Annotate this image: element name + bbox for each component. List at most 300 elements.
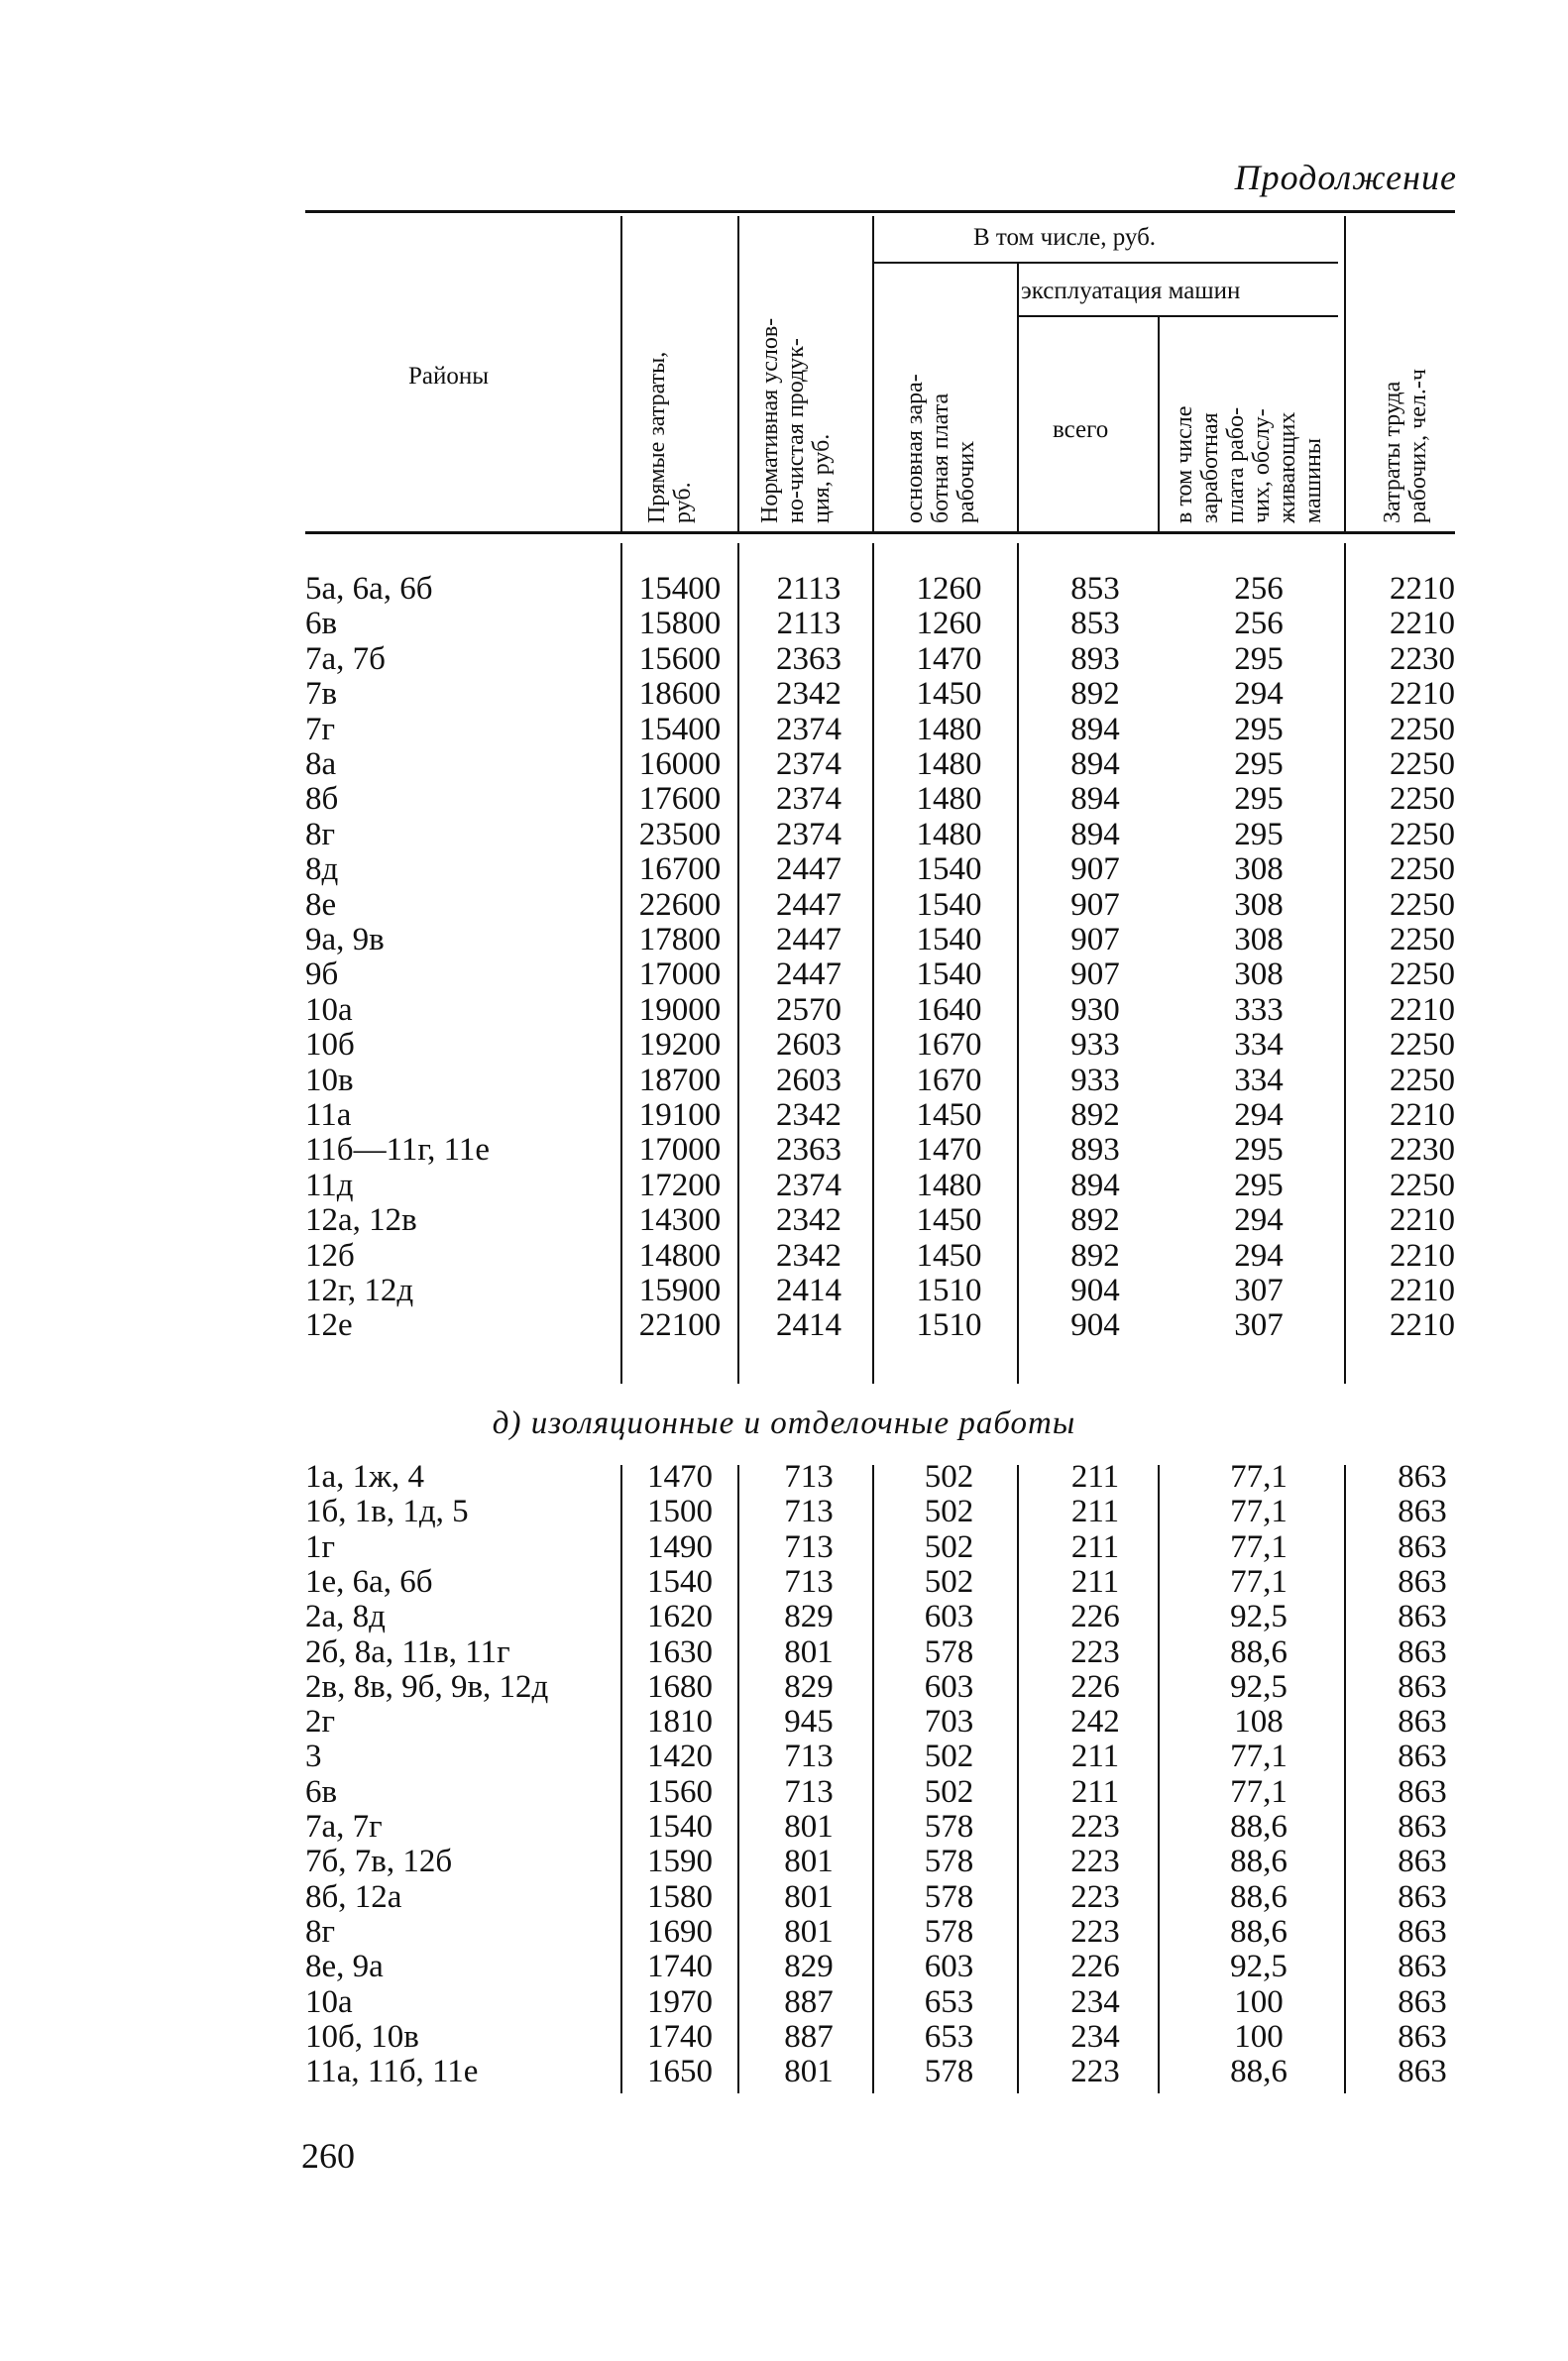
header-direct-costs: Прямые затраты, руб. [644,351,696,523]
value-cell-c3: 1470 [916,1132,982,1169]
region-cell: 10а [305,991,353,1028]
value-cell-c4: 892 [1070,676,1120,713]
table-row [0,1739,1568,1774]
value-cell-c2: 829 [784,1599,834,1635]
value-cell-c6: 863 [1398,2054,1447,2090]
value-cell-c6: 2250 [1390,886,1455,923]
value-cell-c2: 713 [784,1459,834,1495]
region-cell: 2г [305,1704,336,1741]
value-cell-c6: 2250 [1390,851,1455,888]
header-incl-rub: В том числе, руб. [973,224,1157,251]
value-cell-c3: 1450 [916,1202,982,1239]
value-cell-c1: 1590 [647,1844,713,1880]
value-cell-c6: 863 [1398,2018,1447,2055]
value-cell-c4: 223 [1070,1878,1120,1915]
value-cell-c4: 853 [1070,606,1120,642]
value-cell-c4: 907 [1070,956,1120,993]
value-cell-c6: 863 [1398,1668,1447,1705]
table-row [0,2054,1568,2089]
value-cell-c2: 713 [784,1528,834,1565]
value-cell-c2: 2447 [776,886,841,923]
value-cell-c3: 1260 [916,606,982,642]
value-cell-c6: 2250 [1390,711,1455,747]
header-vline-5 [1158,317,1160,531]
value-cell-c5: 308 [1234,922,1284,957]
value-cell-c1: 16700 [638,851,722,888]
value-cell-c6: 2230 [1390,1132,1455,1169]
value-cell-c4: 904 [1070,1273,1120,1308]
value-cell-c5: 88,6 [1230,1913,1288,1950]
value-cell-c5: 88,6 [1230,1878,1288,1915]
value-cell-c6: 2210 [1390,1097,1455,1133]
value-cell-c5: 294 [1234,676,1284,713]
table-row [0,1273,1568,1308]
value-cell-c4: 894 [1070,781,1120,818]
value-cell-c4: 933 [1070,1062,1120,1098]
region-cell: 8г [305,1913,336,1950]
value-cell-c6: 863 [1398,1844,1447,1880]
region-cell: 7г [305,711,336,747]
table-row [0,712,1568,747]
value-cell-c5: 334 [1234,1027,1284,1064]
value-cell-c6: 863 [1398,1773,1447,1810]
value-cell-c4: 930 [1070,991,1120,1028]
value-cell-c2: 801 [784,1913,834,1950]
value-cell-c1: 1560 [647,1773,713,1810]
value-cell-c6: 863 [1398,1528,1447,1565]
value-cell-c6: 863 [1398,1459,1447,1495]
value-cell-c2: 2414 [776,1307,841,1344]
value-cell-c5: 295 [1234,781,1284,818]
value-cell-c4: 933 [1070,1027,1120,1064]
value-cell-c2: 2570 [776,991,841,1028]
value-cell-c3: 1450 [916,1237,982,1274]
value-cell-c4: 892 [1070,1202,1120,1239]
value-cell-c3: 1510 [916,1273,982,1308]
value-cell-c3: 578 [924,1809,974,1845]
value-cell-c5: 295 [1234,746,1284,782]
value-cell-c6: 2230 [1390,640,1455,677]
value-cell-c4: 893 [1070,640,1120,677]
value-cell-c1: 15900 [638,1273,722,1308]
region-cell: 12г, 12д [305,1273,414,1308]
table-row [0,641,1568,677]
value-cell-c1: 1420 [647,1739,713,1775]
value-cell-c2: 887 [784,1983,834,2020]
value-cell-c3: 1450 [916,1097,982,1133]
value-cell-c6: 2250 [1390,1167,1455,1203]
value-cell-c6: 2210 [1390,571,1455,607]
value-cell-c2: 2374 [776,711,841,747]
table-row [0,2019,1568,2055]
value-cell-c2: 2342 [776,1097,841,1133]
value-cell-c2: 2342 [776,1237,841,1274]
table-row [0,1063,1568,1098]
value-cell-c2: 801 [784,2054,834,2090]
region-cell: 8е [305,886,337,923]
value-cell-c2: 829 [784,1668,834,1705]
value-cell-c5: 333 [1234,991,1284,1028]
value-cell-c3: 1480 [916,1167,982,1203]
value-cell-c5: 308 [1234,886,1284,923]
region-cell: 7б, 7в, 12б [305,1844,453,1880]
value-cell-c5: 294 [1234,1237,1284,1274]
value-cell-c4: 234 [1070,1983,1120,2020]
value-cell-c1: 22100 [638,1307,722,1344]
region-cell: 6в [305,1773,338,1810]
value-cell-c1: 1690 [647,1913,713,1950]
header-labor-costs: Затраты труда рабочих, чел.‑ч [1380,369,1431,523]
region-cell: 7в [305,676,338,713]
region-cell: 11а, 11б, 11е [305,2054,479,2090]
table-row [0,1669,1568,1705]
value-cell-c2: 2447 [776,956,841,993]
value-cell-c3: 1480 [916,711,982,747]
table-row [0,1949,1568,1984]
table-row [0,1634,1568,1670]
value-cell-c6: 2210 [1390,1273,1455,1308]
table-row [0,676,1568,712]
value-cell-c2: 713 [784,1563,834,1600]
value-cell-c1: 1970 [647,1983,713,2020]
value-cell-c4: 226 [1070,1949,1120,1985]
table-row [0,1307,1568,1343]
table-row [0,956,1568,992]
value-cell-c1: 18700 [638,1062,722,1098]
table-row [0,1914,1568,1950]
table-row [0,1529,1568,1565]
value-cell-c1: 1490 [647,1528,713,1565]
value-cell-c6: 863 [1398,1949,1447,1985]
table-row [0,781,1568,817]
region-cell: 11а [305,1097,352,1133]
region-cell: 5а, 6а, 6б [305,571,433,607]
value-cell-c6: 863 [1398,1983,1447,2020]
value-cell-c2: 2374 [776,781,841,818]
table-row [0,1704,1568,1740]
value-cell-c4: 904 [1070,1307,1120,1344]
value-cell-c3: 653 [924,2018,974,2055]
value-cell-c2: 2363 [776,640,841,677]
value-cell-c4: 211 [1070,1773,1120,1810]
value-cell-c4: 894 [1070,816,1120,852]
value-cell-c2: 2363 [776,1132,841,1169]
region-cell: 8б [305,781,339,818]
value-cell-c3: 578 [924,1633,974,1670]
region-cell: 8г [305,816,336,852]
section-title: д) изоляционные и отделочные работы [492,1405,1076,1441]
value-cell-c5: 307 [1234,1273,1284,1308]
value-cell-c3: 502 [924,1773,974,1810]
page-number: 260 [301,2136,355,2176]
value-cell-c1: 17600 [638,781,722,818]
header-incl-wage: в том числе заработная плата рабо‑ чих, обслу‑ живающих машины [1172,405,1326,523]
value-cell-c4: 226 [1070,1599,1120,1635]
value-cell-c6: 863 [1398,1739,1447,1775]
value-cell-c5: 295 [1234,711,1284,747]
value-cell-c3: 1260 [916,571,982,607]
value-cell-c3: 703 [924,1704,974,1741]
value-cell-c1: 17800 [638,922,722,957]
value-cell-c2: 2414 [776,1273,841,1308]
value-cell-c6: 2210 [1390,1237,1455,1274]
value-cell-c5: 100 [1234,1983,1284,2020]
value-cell-c4: 211 [1070,1739,1120,1775]
value-cell-c1: 18600 [638,676,722,713]
value-cell-c4: 893 [1070,1132,1120,1169]
value-cell-c5: 77,1 [1230,1739,1288,1775]
value-cell-c1: 23500 [638,816,722,852]
value-cell-c6: 2210 [1390,676,1455,713]
value-cell-c3: 502 [924,1528,974,1565]
region-cell: 12е [305,1307,353,1344]
value-cell-c1: 1630 [647,1633,713,1670]
value-cell-c3: 502 [924,1563,974,1600]
value-cell-c1: 1680 [647,1668,713,1705]
value-cell-c3: 1480 [916,746,982,782]
region-cell: 8б, 12а [305,1878,402,1915]
value-cell-c4: 211 [1070,1528,1120,1565]
header-vline-2 [737,216,739,531]
value-cell-c6: 2250 [1390,922,1455,957]
value-cell-c1: 16000 [638,746,722,782]
value-cell-c2: 2447 [776,851,841,888]
value-cell-c2: 801 [784,1809,834,1845]
value-cell-c2: 713 [784,1773,834,1810]
region-cell: 7а, 7б [305,640,386,677]
value-cell-c3: 1670 [916,1027,982,1064]
value-cell-c3: 502 [924,1739,974,1775]
value-cell-c2: 713 [784,1739,834,1775]
value-cell-c2: 801 [784,1878,834,1915]
table-row [0,1459,1568,1495]
header-vline-6 [1344,216,1346,531]
value-cell-c5: 88,6 [1230,1809,1288,1845]
value-cell-c4: 894 [1070,711,1120,747]
value-cell-c2: 945 [784,1704,834,1741]
table-row [0,817,1568,852]
value-cell-c3: 1540 [916,956,982,993]
value-cell-c4: 892 [1070,1237,1120,1274]
value-cell-c1: 1810 [647,1704,713,1741]
value-cell-c4: 223 [1070,1809,1120,1845]
value-cell-c6: 2210 [1390,606,1455,642]
table-row [0,1494,1568,1529]
value-cell-c3: 653 [924,1983,974,2020]
table-row [0,1097,1568,1133]
value-cell-c5: 295 [1234,816,1284,852]
value-cell-c1: 17000 [638,1132,722,1169]
value-cell-c5: 92,5 [1230,1599,1288,1635]
value-cell-c3: 502 [924,1494,974,1530]
value-cell-c4: 907 [1070,851,1120,888]
table-row [0,922,1568,957]
value-cell-c1: 1740 [647,2018,713,2055]
header-machine-operation: эксплуатация машин [1021,278,1241,304]
value-cell-c5: 88,6 [1230,1633,1288,1670]
header-vline-3 [872,216,874,531]
value-cell-c3: 1640 [916,991,982,1028]
value-cell-c5: 295 [1234,1132,1284,1169]
value-cell-c5: 88,6 [1230,1844,1288,1880]
region-cell: 6в [305,606,338,642]
value-cell-c1: 19100 [638,1097,722,1133]
value-cell-c5: 295 [1234,640,1284,677]
value-cell-c6: 2210 [1390,1202,1455,1239]
value-cell-c4: 223 [1070,1913,1120,1950]
value-cell-c5: 77,1 [1230,1459,1288,1495]
value-cell-c1: 1620 [647,1599,713,1635]
value-cell-c5: 308 [1234,956,1284,993]
table-row [0,1168,1568,1203]
value-cell-c3: 1540 [916,886,982,923]
header-base-wage: основная зара‑ ботная плата рабочих [902,374,979,523]
region-cell: 2а, 8д [305,1599,386,1635]
value-cell-c3: 578 [924,1844,974,1880]
value-cell-c1: 1540 [647,1563,713,1600]
value-cell-c6: 2250 [1390,746,1455,782]
value-cell-c5: 334 [1234,1062,1284,1098]
value-cell-c3: 1470 [916,640,982,677]
table-row [0,1984,1568,2020]
value-cell-c5: 92,5 [1230,1949,1288,1985]
value-cell-c4: 907 [1070,886,1120,923]
header-top-rule [305,210,1455,213]
value-cell-c2: 2603 [776,1027,841,1064]
value-cell-c1: 1740 [647,1949,713,1985]
region-cell: 11б—11г, 11е [305,1132,491,1169]
table-row [0,1599,1568,1634]
value-cell-c5: 308 [1234,851,1284,888]
value-cell-c2: 2447 [776,922,841,957]
value-cell-c5: 256 [1234,606,1284,642]
value-cell-c6: 863 [1398,1563,1447,1600]
value-cell-c3: 1480 [916,781,982,818]
value-cell-c2: 713 [784,1494,834,1530]
region-cell: 10б, 10в [305,2018,419,2055]
value-cell-c1: 1650 [647,2054,713,2090]
value-cell-c4: 211 [1070,1494,1120,1530]
value-cell-c1: 14800 [638,1237,722,1274]
value-cell-c3: 603 [924,1668,974,1705]
value-cell-c5: 92,5 [1230,1668,1288,1705]
table-row [0,571,1568,607]
value-cell-c1: 17200 [638,1167,722,1203]
table-row [0,1564,1568,1600]
value-cell-c2: 2374 [776,746,841,782]
value-cell-c2: 2603 [776,1062,841,1098]
value-cell-c5: 100 [1234,2018,1284,2055]
value-cell-c1: 1470 [647,1459,713,1495]
value-cell-c6: 863 [1398,1494,1447,1530]
value-cell-c3: 1670 [916,1062,982,1098]
value-cell-c5: 295 [1234,1167,1284,1203]
value-cell-c4: 211 [1070,1563,1120,1600]
value-cell-c1: 19000 [638,991,722,1028]
header-bottom-rule [305,531,1455,534]
table-row [0,1844,1568,1879]
region-cell: 10б [305,1027,355,1064]
value-cell-c4: 242 [1070,1704,1120,1741]
value-cell-c1: 15400 [638,711,722,747]
value-cell-c5: 294 [1234,1202,1284,1239]
region-cell: 2б, 8а, 11в, 11г [305,1633,510,1670]
value-cell-c6: 2210 [1390,1307,1455,1344]
value-cell-c4: 223 [1070,1633,1120,1670]
table-row [0,1809,1568,1845]
value-cell-c2: 829 [784,1949,834,1985]
value-cell-c5: 77,1 [1230,1528,1288,1565]
continuation-label: Продолжение [1234,158,1457,197]
value-cell-c3: 1450 [916,676,982,713]
table-row [0,1202,1568,1238]
region-cell: 10в [305,1062,354,1098]
value-cell-c3: 578 [924,1878,974,1915]
value-cell-c5: 77,1 [1230,1494,1288,1530]
value-cell-c5: 256 [1234,571,1284,607]
region-cell: 3 [305,1739,322,1775]
value-cell-c5: 77,1 [1230,1773,1288,1810]
table-row [0,992,1568,1028]
region-cell: 7а, 7г [305,1809,383,1845]
region-cell: 1б, 1в, 1д, 5 [305,1494,469,1530]
value-cell-c5: 294 [1234,1097,1284,1133]
table-row [0,746,1568,782]
value-cell-c1: 17000 [638,956,722,993]
table-row [0,1027,1568,1063]
value-cell-c4: 907 [1070,922,1120,957]
value-cell-c1: 22600 [638,886,722,923]
value-cell-c3: 1480 [916,816,982,852]
value-cell-c4: 223 [1070,2054,1120,2090]
value-cell-c2: 887 [784,2018,834,2055]
value-cell-c4: 226 [1070,1668,1120,1705]
region-cell: 9б [305,956,339,993]
value-cell-c4: 223 [1070,1844,1120,1880]
value-cell-c6: 863 [1398,1633,1447,1670]
region-cell: 1а, 1ж, 4 [305,1459,424,1495]
value-cell-c1: 15600 [638,640,722,677]
value-cell-c6: 2250 [1390,956,1455,993]
value-cell-c2: 2342 [776,676,841,713]
region-cell: 12а, 12в [305,1202,417,1239]
header-regions: Районы [408,363,490,390]
table-row [0,1132,1568,1168]
value-cell-c4: 853 [1070,571,1120,607]
value-cell-c2: 2374 [776,1167,841,1203]
value-cell-c6: 2250 [1390,1027,1455,1064]
value-cell-c5: 307 [1234,1307,1284,1344]
value-cell-c2: 801 [784,1633,834,1670]
region-cell: 12б [305,1237,355,1274]
machine-sub-rule [1017,315,1338,317]
header-vline-4 [1017,264,1019,531]
value-cell-c1: 14300 [638,1202,722,1239]
value-cell-c4: 894 [1070,1167,1120,1203]
header-total: всего [1053,416,1109,443]
value-cell-c6: 863 [1398,1809,1447,1845]
value-cell-c1: 15400 [638,571,722,607]
value-cell-c2: 801 [784,1844,834,1880]
region-cell: 10а [305,1983,353,2020]
region-cell: 1г [305,1528,336,1565]
value-cell-c6: 2250 [1390,816,1455,852]
region-cell: 2в, 8в, 9б, 9в, 12д [305,1668,549,1705]
table-row [0,1879,1568,1915]
value-cell-c4: 894 [1070,746,1120,782]
value-cell-c1: 1580 [647,1878,713,1915]
value-cell-c3: 1540 [916,851,982,888]
